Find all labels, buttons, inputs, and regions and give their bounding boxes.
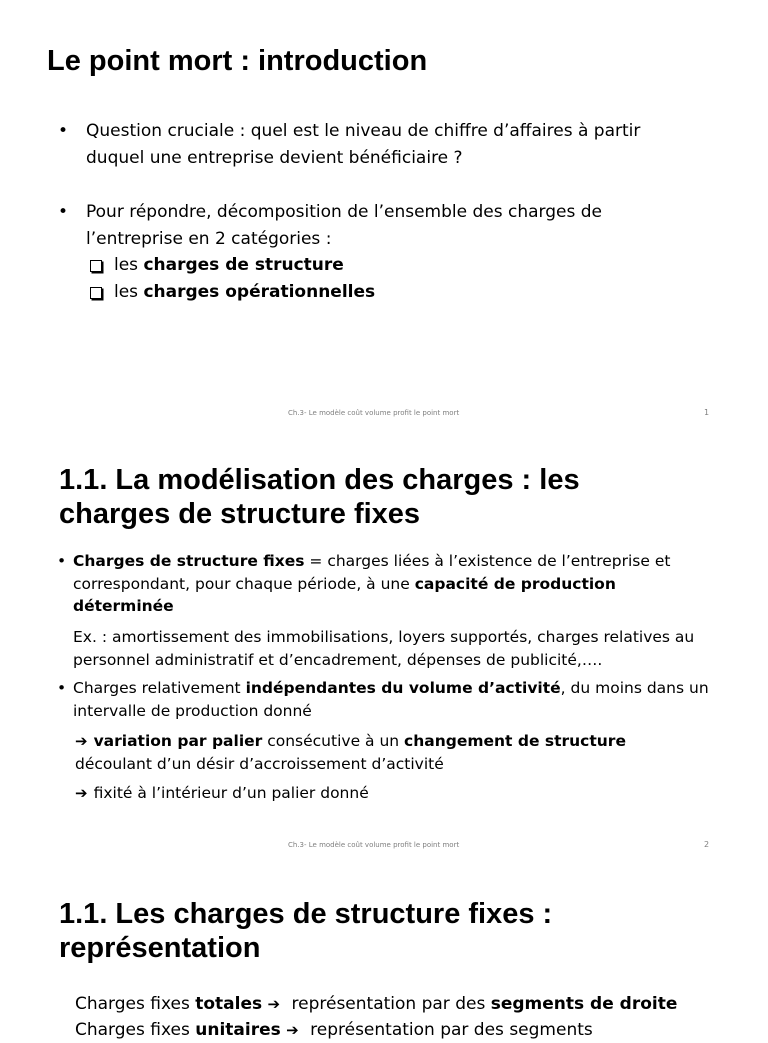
- list-item-text: les charges de structure: [114, 255, 344, 275]
- bullet-dot: •: [58, 121, 69, 141]
- slide-2: [0, 440, 768, 860]
- slide-3: [0, 870, 768, 1040]
- arrow-item: ➔ fixité à l’intérieur d’un palier donné: [75, 784, 369, 802]
- arrow-icon: ➔: [75, 732, 88, 750]
- arrow-icon: ➔: [75, 784, 88, 802]
- checkbox-icon: [90, 287, 102, 299]
- list-item: [90, 279, 375, 306]
- bullet-dot: •: [57, 552, 67, 570]
- bullet-dot: •: [58, 202, 69, 222]
- bullet-text: Pour répondre, décomposition de l’ensemble des charges de l’entreprise en 2 catégories :: [86, 202, 602, 249]
- arrow-icon: ➔: [286, 1021, 299, 1039]
- bullet-item: [57, 550, 717, 618]
- bullet-item: [58, 199, 638, 253]
- bullet-dot: •: [57, 679, 67, 697]
- list-item: [90, 252, 344, 279]
- arrow-icon: ➔: [267, 995, 281, 1013]
- slide-title: 1.1. Les charges de structure fixes : représentation: [59, 898, 553, 964]
- slide-footer: Ch.3- Le modèle coût volume profit le point mort: [288, 841, 460, 849]
- page-number: 2: [704, 840, 710, 849]
- slide-footer: Ch.3- Le modèle coût volume profit le point mort: [288, 409, 460, 417]
- body-line: Charges fixes unitaires ➔ représentation par des segments: [75, 1020, 593, 1040]
- page-number: 1: [704, 408, 710, 417]
- bullet-text: Charges de structure fixes = charges liées à l’existence de l’entreprise et correspondant, pour chaque période, à une capacité de production déterminée: [73, 552, 671, 615]
- body-line: Charges fixes totales ➔ représentation par des segments de droite: [75, 994, 678, 1014]
- checkbox-icon: [90, 260, 102, 272]
- slide-title: 1.1. La modélisation des charges : les charges de structure fixes: [59, 464, 580, 530]
- arrow-item: ➔ variation par palier consécutive à un changement de structure découlant d’un désir d’accroissement d’activité: [75, 732, 626, 773]
- example-text: Ex. : amortissement des immobilisations, loyers supportés, charges relatives au personnel administratif et d’encadrement, dépenses de publicité,….: [73, 628, 695, 669]
- list-item-text: les charges opérationnelles: [114, 282, 376, 302]
- bullet-item: [58, 118, 658, 172]
- slide-1: [0, 0, 768, 430]
- slide-title: Le point mort : introduction: [47, 45, 428, 77]
- bullet-item: [57, 677, 717, 722]
- bullet-text: Question cruciale : quel est le niveau de chiffre d’affaires à partir duquel une entreprise devient bénéficiaire ?: [86, 121, 641, 168]
- bullet-text: Charges relativement indépendantes du volume d’activité, du moins dans un intervalle de production donné: [73, 679, 709, 720]
